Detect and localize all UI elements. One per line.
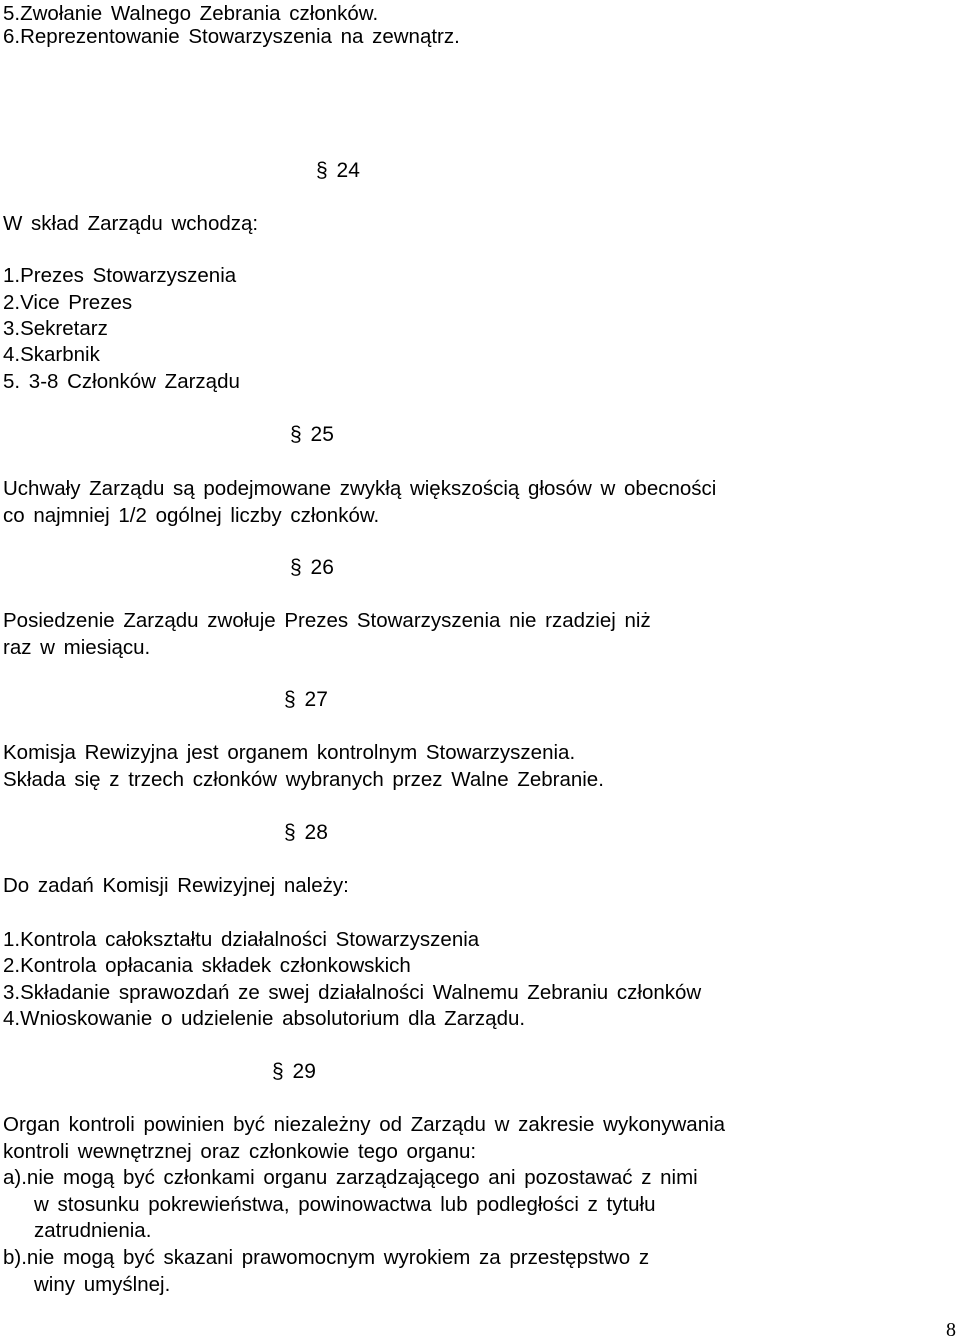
text-line: Uchwały Zarządu są podejmowane zwykłą większością głosów w obecności — [3, 477, 717, 500]
list-item: b).nie mogą być skazani prawomocnym wyrokiem za przestępstwo z — [3, 1246, 650, 1269]
list-item: 3.Składanie sprawozdań ze swej działalności Walnemu Zebraniu członków — [3, 981, 702, 1004]
section-heading-29 — [272, 1058, 316, 1085]
section-heading-24 — [316, 157, 360, 184]
section-number: 28 — [304, 821, 328, 844]
section-heading-26 — [290, 554, 334, 581]
text-line: raz w miesiącu. — [3, 636, 151, 659]
section-sign: § — [290, 556, 302, 579]
section-number: 29 — [292, 1060, 316, 1083]
text-line: co najmniej 1/2 ogólnej liczby członków. — [3, 504, 380, 527]
list-item: 4.Skarbnik — [3, 343, 100, 366]
text-line: 6.Reprezentowanie Stowarzyszenia na zewnątrz. — [3, 25, 460, 48]
list-item: 5. 3-8 Członków Zarządu — [3, 370, 240, 393]
section-sign: § — [284, 821, 296, 844]
section-sign: § — [284, 688, 296, 711]
section-heading-27 — [284, 686, 328, 713]
section-sign: § — [272, 1060, 284, 1083]
list-item: a).nie mogą być członkami organu zarządzającego ani pozostawać z nimi — [3, 1166, 698, 1189]
list-item-continuation: zatrudnienia. — [34, 1219, 152, 1242]
section-number: 25 — [310, 423, 334, 446]
text-line: Składa się z trzech członków wybranych przez Walne Zebranie. — [3, 768, 604, 791]
text-line: Organ kontroli powinien być niezależny od Zarządu w zakresie wykonywania — [3, 1113, 726, 1136]
section-heading-28 — [284, 819, 328, 846]
section-number: 26 — [310, 556, 334, 579]
text-line: Do zadań Komisji Rewizyjnej należy: — [3, 874, 349, 897]
list-item-continuation: w stosunku pokrewieństwa, powinowactwa lub podległości z tytułu — [34, 1193, 656, 1216]
text-line: W skład Zarządu wchodzą: — [3, 212, 259, 235]
list-item: 3.Sekretarz — [3, 317, 108, 340]
section-number: 27 — [304, 688, 328, 711]
list-item-continuation: winy umyślnej. — [34, 1273, 171, 1296]
section-sign: § — [290, 423, 302, 446]
text-line: Posiedzenie Zarządu zwołuje Prezes Stowarzyszenia nie rzadziej niż — [3, 609, 651, 632]
list-item: 2.Kontrola opłacania składek członkowskich — [3, 954, 411, 977]
list-item: 1.Kontrola całokształtu działalności Stowarzyszenia — [3, 928, 480, 951]
section-heading-25 — [290, 421, 334, 448]
list-item: 4.Wnioskowanie o udzielenie absolutorium dla Zarządu. — [3, 1007, 526, 1030]
section-sign: § — [316, 159, 328, 182]
text-line: kontroli wewnętrznej oraz członkowie tego organu: — [3, 1140, 477, 1163]
list-item: 1.Prezes Stowarzyszenia — [3, 264, 237, 287]
text-line: 5.Zwołanie Walnego Zebrania członków. — [3, 2, 379, 25]
section-number: 24 — [336, 159, 360, 182]
list-item: 2.Vice Prezes — [3, 291, 133, 314]
page-number: 8 — [946, 1319, 956, 1341]
text-line: Komisja Rewizyjna jest organem kontrolnym Stowarzyszenia. — [3, 741, 576, 764]
